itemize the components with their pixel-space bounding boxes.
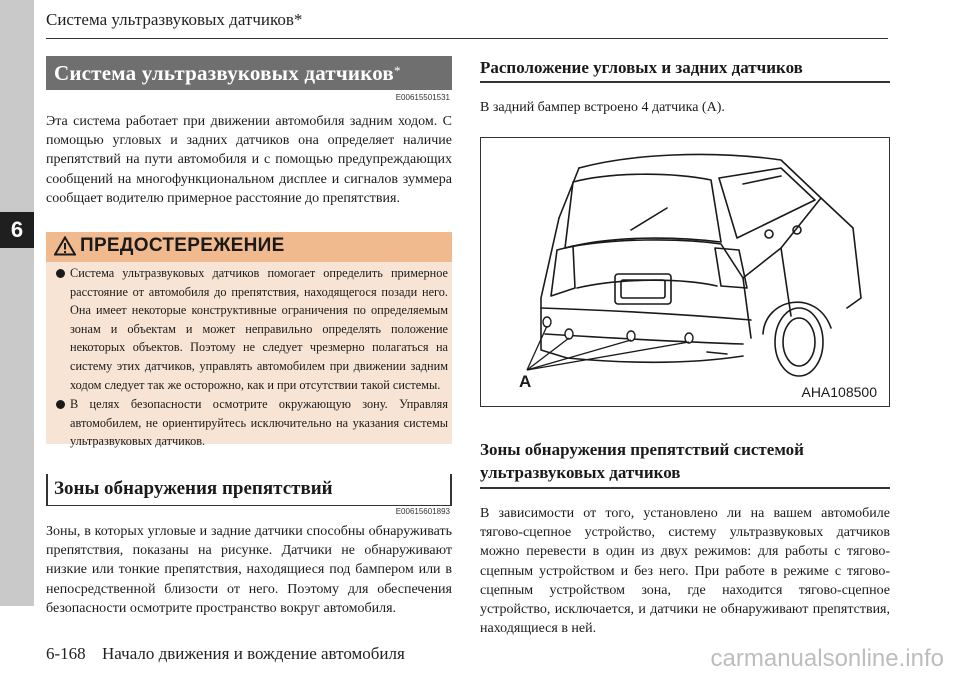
section-banner-mark: * — [393, 63, 401, 78]
zones-heading — [46, 474, 452, 506]
page-number: 6-168 — [46, 644, 86, 663]
warning-box — [46, 232, 452, 449]
tow-zones-heading-line1: Зоны обнаружения препятствий системой — [480, 440, 804, 459]
zones-heading-text: Зоны обнаружения препятствий — [54, 478, 333, 499]
intro-paragraph: Эта система работает при движении автомобиля задним ходом. С помощью угловых и задних датчиков она определяет наличие препятствий на пути автомобиля и с помощью предупреждающих сообщений на многофункциональном дисплее и сигналов зуммера сообщает водителю примерное расстояние до препятствия. — [46, 114, 452, 206]
warning-list — [56, 264, 448, 452]
chapter-number: 6 — [0, 212, 34, 248]
warning-item-text: Система ультразвуковых датчиков помогает определить примерное расстояние от автомобиля до препятствия, находящегося позади него. Она имеет некоторые конструктивные ограничения по определяемым зонам и объектам и может неправильно определять положение некоторых объектов. Поэтому не следует чрезмерно полагаться на систему этих датчиков, управлять автомобилем при движении задним ходом следует так же осторожно, как и при отсутствии такой системы. — [70, 266, 448, 392]
heading-bar-left — [46, 474, 48, 506]
suv-rear-illustration — [481, 138, 889, 406]
figure-label-a: A — [519, 372, 532, 391]
section-banner — [46, 56, 452, 90]
bullet-icon — [56, 269, 65, 278]
sensor-location-figure — [480, 137, 890, 407]
warning-triangle-icon — [54, 236, 76, 256]
chapter-sidebar-tab — [0, 0, 34, 606]
section-banner-title: Система ультразвуковых датчиков — [54, 61, 394, 85]
figure-code: AHA108500 — [801, 384, 877, 400]
header-rule — [46, 38, 888, 39]
warning-item — [56, 395, 448, 451]
bullet-icon — [56, 400, 65, 409]
tow-zones-heading-rule — [480, 487, 890, 489]
warning-item-text: В целях безопасности осмотрите окружающую зону. Управляя автомобилем, не ориентируйтесь исключительно на указания системы ультразвуковых датчиков. — [70, 397, 448, 449]
location-paragraph: В задний бампер встроено 4 датчика (A). — [480, 100, 725, 115]
location-heading: Расположение угловых и задних датчиков — [480, 58, 803, 77]
tow-zones-paragraph: В зависимости от того, установлено ли на вашем автомобиле тягово-сцепное устройство, систему ультразвуковых датчиков можно перевести в один из двух режимов: для работы с тягово-сцепным устройством и без него. При работе в режиме с тягово-сцепным устройством зона, где находится тягово-сцепное устройство, исключается, и датчики не обнаруживают препятствия, находящиеся в ней. — [480, 506, 890, 637]
warning-header — [46, 232, 452, 262]
zones-paragraph: Зоны, в которых угловые и задние датчики способны обнаруживать препятствия, показаны на рисунке. Датчики не обнаруживают низкие или тонкие препятствия, находящиеся под бампером или в непосредственной близости от него. Поэтому для обеспечения безопасности осмотрите пространство вокруг автомобиля. — [46, 524, 452, 616]
footer-section-title: Начало движения и вождение автомобиля — [102, 644, 405, 663]
zones-doc-code: E00615601893 — [395, 507, 450, 516]
running-header: Система ультразвуковых датчиков* — [46, 10, 303, 29]
heading-bar-right — [450, 474, 452, 506]
warning-title: ПРЕДОСТЕРЕЖЕНИЕ — [80, 235, 285, 256]
warning-item — [56, 264, 448, 394]
location-heading-rule — [480, 81, 890, 83]
tow-zones-heading-line2: ультразвуковых датчиков — [480, 463, 681, 482]
watermark: carmanualsonline.info — [710, 645, 944, 672]
intro-doc-code: E00615501531 — [395, 93, 450, 102]
